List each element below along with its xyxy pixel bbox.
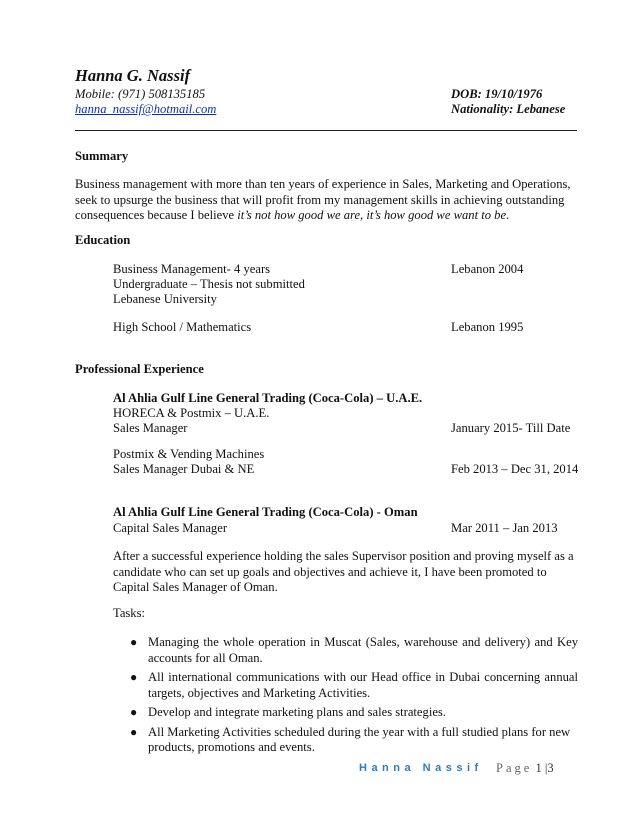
list-item xyxy=(113,725,578,756)
summary-text xyxy=(75,177,575,224)
job2-role-date: Mar 2011 – Jan 2013 xyxy=(451,521,558,535)
summary-heading: Summary xyxy=(75,149,129,163)
job1-role: Sales Manager xyxy=(113,421,188,435)
mobile-number: Mobile: (971) 508135185 xyxy=(75,87,206,101)
summary-quote: it’s not how good we are, it’s how good we want to be xyxy=(237,208,507,222)
education-degree: Business Management- 4 years xyxy=(113,262,271,276)
job1-role-2-date: Feb 2013 – Dec 31, 2014 xyxy=(451,462,579,476)
job2-description: After a successful experience holding the sales Supervisor position and proving myself as a candidate who can set up goals and objectives and achieve it, I have been promoted to Capital Sales Manager of Oman. xyxy=(113,549,574,594)
education-highschool: High School / Mathematics xyxy=(113,320,252,334)
tasks-list xyxy=(113,635,578,760)
bullet-icon: ● xyxy=(130,670,138,684)
education-institution: Lebanese University xyxy=(113,292,217,306)
education-degree-status: Undergraduate – Thesis not submitted xyxy=(113,277,305,291)
candidate-name: Hanna G. Nassif xyxy=(75,66,191,85)
job1-division-2: Postmix & Vending Machines xyxy=(113,447,265,461)
footer-page xyxy=(496,760,554,776)
bullet-icon: ● xyxy=(130,635,138,649)
summary-text-plain: Business management with more than ten years of experience in Sales, Marketing and Operations, seek to upsurge the business that will profit from my management skills in achieving outstanding consequences because I believe xyxy=(75,177,571,222)
job1-role-2: Sales Manager Dubai & NE xyxy=(113,462,255,476)
list-item xyxy=(113,670,578,701)
task-text: Managing the whole operation in Muscat (Sales, warehouse and delivery) and Key accounts for all Oman. xyxy=(148,635,578,665)
bullet-icon: ● xyxy=(130,724,138,739)
footer-page-label: Page xyxy=(496,761,533,775)
experience-heading: Professional Experience xyxy=(75,362,204,376)
job1-role-date: January 2015- Till Date xyxy=(451,421,571,435)
footer-name: Hanna Nassif xyxy=(359,762,483,774)
job1-division: HORECA & Postmix – U.A.E. xyxy=(113,406,270,420)
job2-role: Capital Sales Manager xyxy=(113,521,228,535)
task-text: Develop and integrate marketing plans and sales strategies. xyxy=(148,705,446,719)
education-heading: Education xyxy=(75,233,131,247)
date-of-birth: DOB: 19/10/1976 xyxy=(451,87,543,101)
nationality: Nationality: Lebanese xyxy=(451,102,566,116)
task-text: All international communications with our Head office in Dubai concerning annual targets, objectives and Marketing Activities. xyxy=(148,670,578,700)
job1-company: Al Ahlia Gulf Line General Trading (Coca-Cola) – U.A.E. xyxy=(113,391,423,405)
task-text: All Marketing Activities scheduled during the year with a full studied plans for new products, promotions and events. xyxy=(148,724,571,754)
education-degree-location-year: Lebanon 2004 xyxy=(451,262,524,276)
education-highschool-location-year: Lebanon 1995 xyxy=(451,320,524,334)
summary-text-end: . xyxy=(506,208,510,222)
header-divider xyxy=(75,130,577,131)
list-item xyxy=(113,705,578,721)
bullet-icon: ● xyxy=(130,705,138,719)
footer-page-number: 1 |3 xyxy=(535,761,554,775)
email-link[interactable]: hanna_nassif@hotmail.com xyxy=(75,102,217,116)
tasks-label: Tasks: xyxy=(113,606,146,620)
list-item xyxy=(113,635,578,666)
job2-company: Al Ahlia Gulf Line General Trading (Coca-Cola) - Oman xyxy=(113,505,418,519)
